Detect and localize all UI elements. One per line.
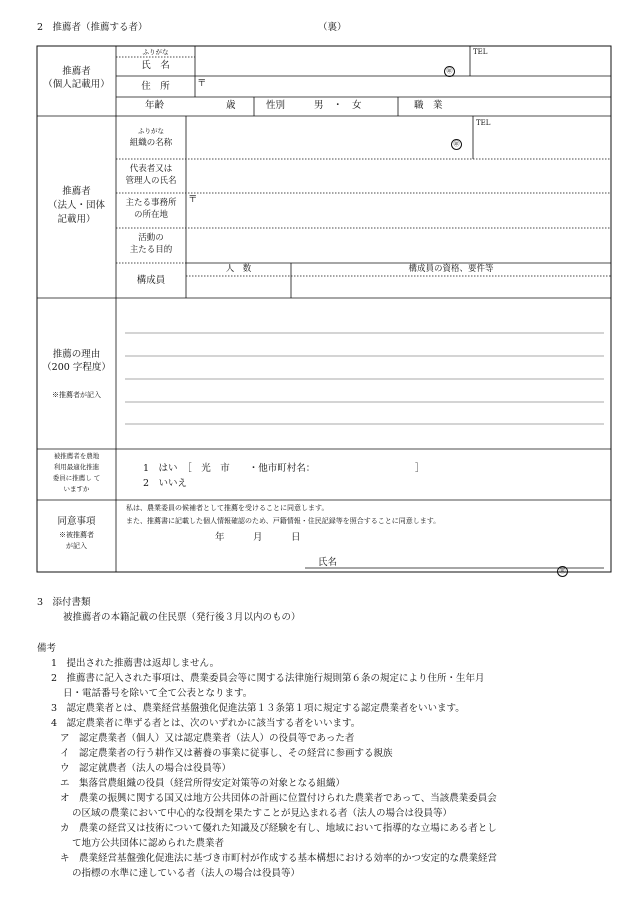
individual-sex-options: 男 ・ 女: [314, 100, 362, 111]
corporate-office-label-1: 主たる事務所: [125, 198, 177, 208]
committee-label-3: 委員に推薦し て: [52, 474, 101, 482]
remarks-sub-ki: キ 農業経営基盤強化促進法に基づき市町村が作成する基本構想における効率的かつ安定的な農業経営: [60, 853, 498, 864]
reason-label-2: （200 字程度）: [42, 362, 111, 373]
remarks-sub-o-cont: の区域の農業において中心的な役割を果たすことが見込まれる者（法人の場合は役員等）: [72, 808, 453, 819]
individual-age-label: 年齢: [145, 100, 165, 111]
individual-age-unit: 歳: [226, 100, 236, 111]
corporate-purpose-label-1: 活動の: [138, 233, 164, 243]
remarks-sub-ka: カ 農業の経営又は技術について優れた知識及び経験を有し、地域において指導的な立場にある者とし: [60, 823, 497, 834]
individual-name-label: 氏 名: [141, 60, 170, 71]
corporate-qualification-label: 構成員の資格、要件等: [408, 264, 494, 274]
remarks-item-1: 1 提出された推薦書は返却しません。: [51, 658, 220, 669]
individual-postal-mark: 〒: [197, 78, 207, 89]
remarks-heading: 備考: [37, 643, 57, 654]
remarks-sub-o: オ 農業の振興に関する国又は地方公共団体の計画に位置付けられた農業者であって、当該農業委員会: [60, 793, 497, 804]
reason-note: ※推薦者が記入: [52, 391, 101, 399]
individual-sex-label: 性別: [266, 100, 286, 111]
consent-text-line-2: また、推薦書に記載した個人情報確認のため、戸籍情報・住民記録等を照合することに同意します。: [126, 517, 441, 525]
remarks-sub-u: ウ 認定就農者（法人の場合は役員等）: [60, 763, 232, 774]
individual-tel-label: TEL: [473, 48, 488, 56]
side-label: （裏）: [318, 22, 347, 33]
consent-date: 年 月 日: [215, 532, 301, 543]
remarks-item-3: 3 認定農業者とは、農業経営基盤強化促進法第１３条第１項に規定する認定農業者をいいます。: [51, 703, 465, 714]
individual-label-2: （個人記載用）: [43, 79, 110, 90]
corporate-members-label: 構成員: [136, 275, 166, 286]
remarks-sub-ki-cont: の指標の水準に達している者（法人の場合は役員等）: [72, 868, 301, 879]
individual-job-label: 職 業: [414, 100, 443, 111]
corporate-purpose-label-2: 主たる目的: [129, 245, 173, 255]
remarks-sub-e: エ 集落営農組織の役員（経営所得安定対策等の対象となる組織）: [60, 778, 346, 789]
consent-label-3: が記入: [66, 542, 87, 550]
committee-label-2: 利用最適化推進: [53, 463, 100, 471]
corporate-rep-label-2: 管理人の氏名: [125, 176, 177, 186]
attachments-heading: 3 添付書類: [37, 597, 91, 608]
remarks-sub-i: イ 認定農業者の行う耕作又は蓄養の事業に従事し、その経営に参画する親族: [60, 748, 393, 759]
committee-option-no: 2 いいえ: [143, 478, 188, 489]
consent-label-2: ※被推薦者: [59, 531, 94, 539]
committee-label-1: 被推薦者を農地: [53, 452, 100, 460]
consent-text-line-1: 私は、農業委員の候補者として推薦を受けることに同意します。: [126, 504, 329, 512]
corporate-tel-label: TEL: [476, 119, 491, 127]
remarks-sub-ka-cont: て地方公共団体に認められた農業者: [72, 838, 225, 849]
committee-label-4: いますか: [63, 485, 90, 493]
corporate-postal-mark: 〒: [188, 194, 198, 205]
individual-label-1: 推薦者: [62, 66, 91, 77]
consent-seal-mark: ㊞: [557, 558, 568, 577]
corporate-label-2: （法人・団体: [47, 200, 105, 211]
attachments-item: 被推薦者の本籍記載の住民票（発行後３月以内のもの）: [63, 612, 301, 623]
individual-seal-mark: ㊞: [444, 58, 455, 77]
corporate-office-label-2: の所在地: [133, 210, 168, 220]
remarks-item-2-cont: 日・電話番号を除いて全て公表となります。: [63, 688, 253, 699]
corporate-seal-mark: ㊞: [451, 131, 462, 150]
consent-label-1: 同意事項: [57, 516, 96, 527]
committee-option-yes: 1 はい ［ 光 市 ・他市町村名： ］: [143, 463, 425, 474]
remarks-item-2: 2 推薦書に記入された事項は、農業委員会等に関する法律施行規則第６条の規定により住所・生年月: [51, 673, 485, 684]
corporate-count-label: 人 数: [225, 264, 252, 274]
consent-name-label: 氏名: [318, 557, 338, 568]
corporate-org-name-label: 組織の名称: [129, 138, 173, 148]
corporate-label-3: 記載用）: [57, 214, 96, 225]
corporate-label-1: 推薦者: [62, 186, 91, 197]
individual-address-label: 住 所: [141, 81, 170, 92]
corporate-furigana-label: ふりがな: [138, 127, 164, 135]
remarks-item-4: 4 認定農業者に準ずる者とは、次のいずれかに該当する者をいいます。: [51, 718, 361, 729]
reason-label-1: 推薦の理由: [52, 349, 101, 360]
section-title: 2 推薦者（推薦する者）: [37, 22, 148, 33]
remarks-sub-a: ア 認定農業者（個人）又は認定農業者（法人）の役員等であった者: [60, 733, 355, 744]
corporate-rep-label-1: 代表者又は: [129, 164, 173, 174]
individual-furigana-label: ふりがな: [142, 48, 169, 56]
